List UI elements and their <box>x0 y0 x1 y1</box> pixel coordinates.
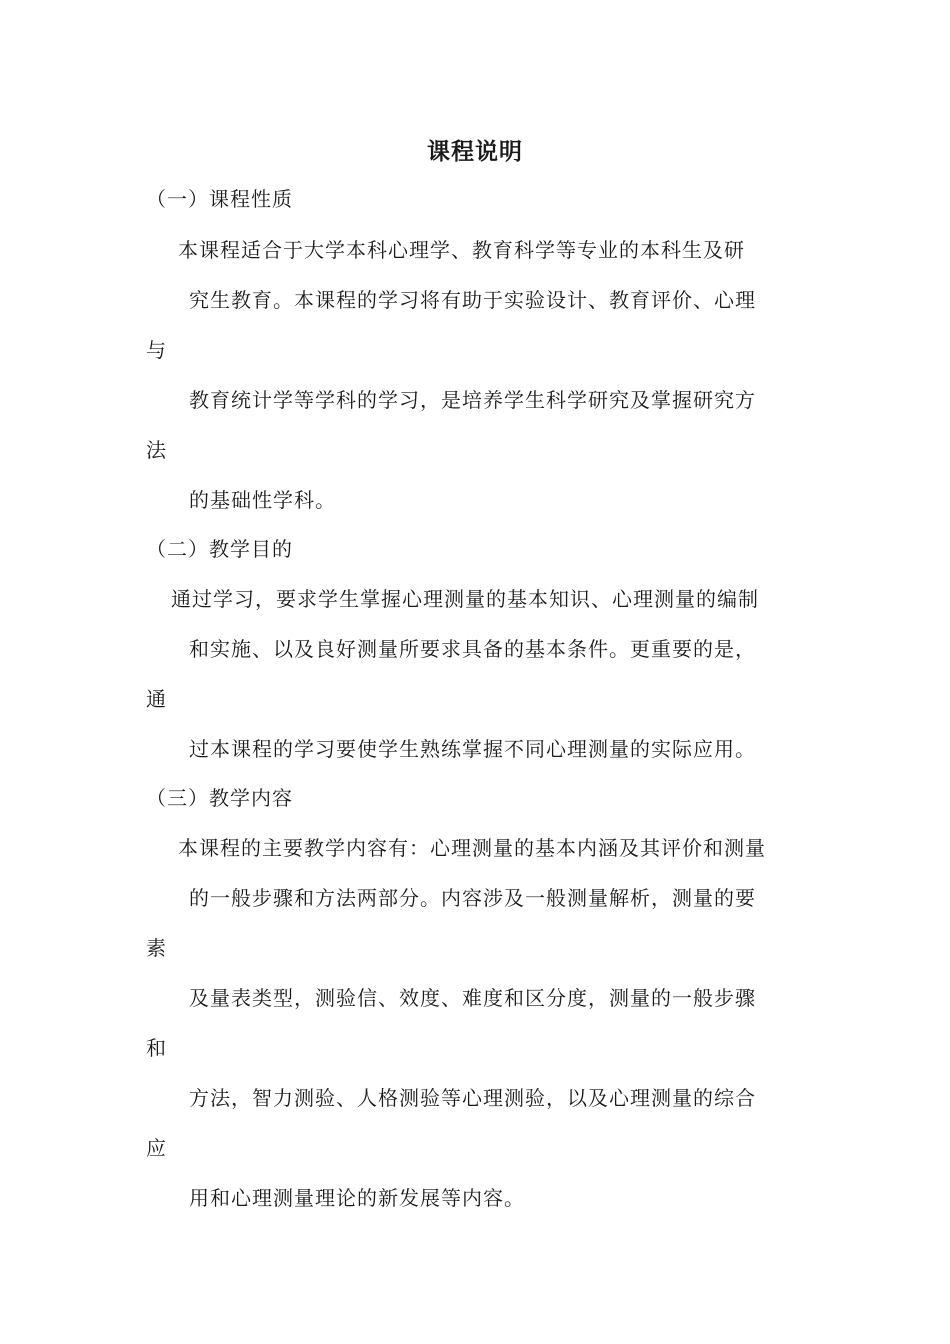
section-heading-nature: （一）课程性质 <box>146 187 293 211</box>
paragraph-line: 法 <box>146 438 167 462</box>
paragraph-line: 究生教育。本课程的学习将有助于实验设计、教育评价、心理 <box>189 288 756 312</box>
paragraph-line: 素 <box>146 936 167 960</box>
document-title: 课程说明 <box>427 139 523 165</box>
paragraph-line: 本课程适合于大学本科心理学、教育科学等专业的本科生及研 <box>178 238 745 262</box>
paragraph-line: 和实施、以及良好测量所要求具备的基本条件。更重要的是， <box>189 637 756 661</box>
paragraph-line: 用和心理测量理论的新发展等内容。 <box>189 1186 525 1210</box>
paragraph-line: 教育统计学等学科的学习，是培养学生科学研究及掌握研究方 <box>189 388 756 412</box>
paragraph-line: 及量表类型，测验信、效度、难度和区分度，测量的一般步骤 <box>189 986 756 1010</box>
paragraph-line: 通过学习，要求学生掌握心理测量的基本知识、心理测量的编制 <box>171 587 759 611</box>
paragraph-line: 本课程的主要教学内容有：心理测量的基本内涵及其评价和测量 <box>178 836 766 860</box>
section-heading-purpose: （二）教学目的 <box>146 537 293 561</box>
section-heading-content: （三）教学内容 <box>146 786 293 810</box>
paragraph-line: 方法，智力测验、人格测验等心理测验，以及心理测量的综合 <box>189 1086 756 1110</box>
paragraph-line: 和 <box>146 1036 167 1060</box>
paragraph-line: 过本课程的学习要使学生熟练掌握不同心理测量的实际应用。 <box>189 737 756 761</box>
paragraph-line: 与 <box>146 338 167 362</box>
paragraph-line: 应 <box>146 1136 167 1160</box>
paragraph-line: 的一般步骤和方法两部分。内容涉及一般测量解析，测量的要 <box>189 886 756 910</box>
paragraph-line: 的基础性学科。 <box>189 488 336 512</box>
paragraph-line: 通 <box>146 687 167 711</box>
